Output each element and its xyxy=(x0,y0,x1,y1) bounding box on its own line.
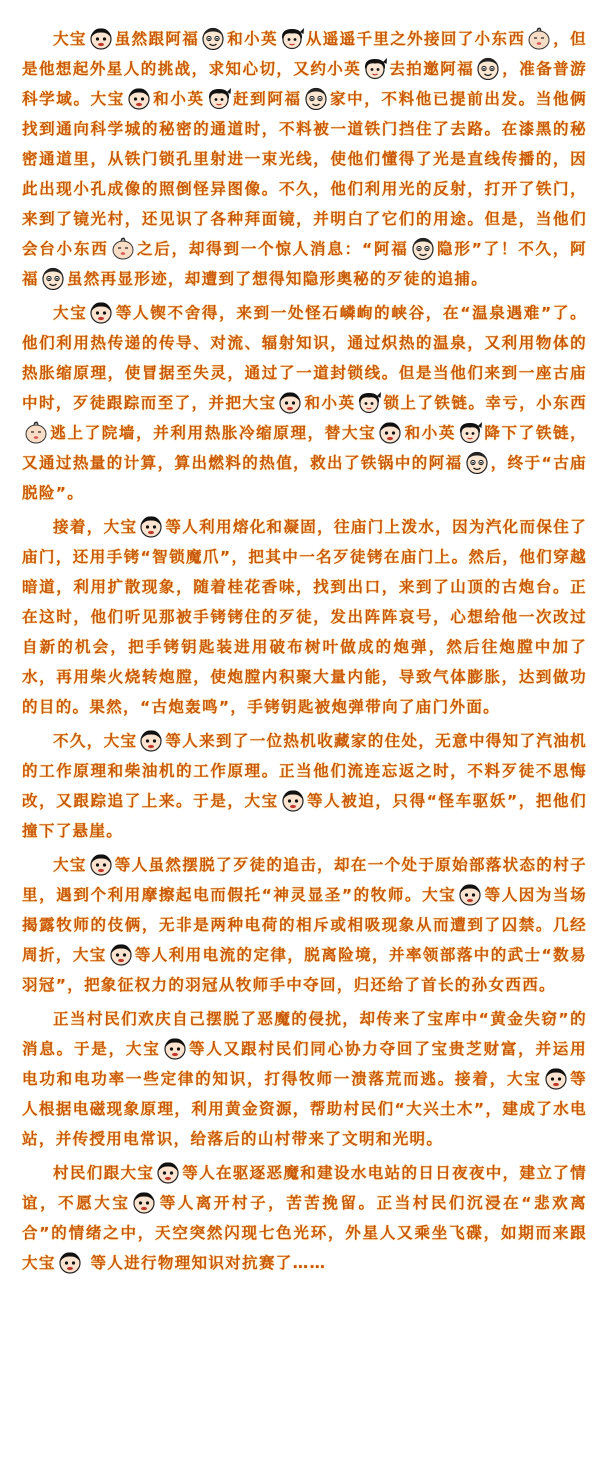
paragraph-text: 不久，大宝 xyxy=(53,732,138,750)
paragraph-text: 大宝 xyxy=(53,304,88,322)
dabao-face-icon xyxy=(281,788,305,812)
paragraph-text: 和小英 xyxy=(152,90,205,108)
paragraph-text: 赶到阿福 xyxy=(232,90,302,108)
paragraph-text: 和小英 xyxy=(304,394,356,412)
paragraph-text: 锁上了铁链。幸亏，小东西 xyxy=(383,394,587,412)
dabao-face-icon xyxy=(139,514,163,538)
paragraph-text: ，终于“古庙脱险”。 xyxy=(22,454,587,502)
dabao-face-icon xyxy=(378,420,402,444)
dabao-face-icon xyxy=(278,390,302,414)
paragraph-text: 接着，大宝 xyxy=(53,518,138,536)
story-paragraph xyxy=(22,726,587,846)
paragraph-text: 虽然再显形迹，却遭到了想得知隐形奥秘的歹徒的追捕。 xyxy=(66,270,489,288)
xiaoying-face-icon xyxy=(280,26,304,50)
dabao-face-icon xyxy=(89,852,113,876)
afu-face-icon xyxy=(476,56,500,80)
paragraph-text: 大宝 xyxy=(53,30,87,48)
xiaoying-face-icon xyxy=(458,420,482,444)
dabao-face-icon xyxy=(163,1036,187,1060)
paragraph-text: 降下了铁链，又通过热量的计算，算出燃料的热值，救出了铁锅中的阿福 xyxy=(22,424,587,472)
afu-face-icon xyxy=(304,86,328,110)
xiaoying-face-icon xyxy=(363,56,387,80)
afu-face-icon xyxy=(465,450,489,474)
paragraph-text: 等人利用熔化和凝固，往庙门上泼水，因为汽化而保住了庙门，还用手铐“智锁魔爪”，把其中一名歹徒铐在庙门上。然后，他们穿越暗道，利用扩散现象，随着桂花香味，找到出口，来到了山顶的古炮台。正在这时，他们听见那被手铐铐住的歹徒，发出阵阵哀号，心想给他一次改过自新的机会，把手铐钥匙装进用破布树叶做成的炮弹，然后往炮膛中加了水，再用柴火烧转炮膛，使炮膛内积聚大量内能，导致气体膨胀，达到做功的目的。果然，“古炮轰鸣”，手铐钥匙被炮弹带向了庙门外面。 xyxy=(22,518,587,716)
paragraph-text: 等人被迫，只得“怪车驱妖”，把他们撞下了悬崖。 xyxy=(22,792,587,840)
xiaodongxi-face-icon xyxy=(527,26,551,50)
paragraph-text: 大宝 xyxy=(53,856,87,874)
story-paragraph xyxy=(22,24,587,294)
paragraph-text: 从遥遥千里之外接回了小东西 xyxy=(305,30,526,48)
story-paragraph xyxy=(22,850,587,1000)
paragraph-text: 之后，却得到一个惊人消息：“阿福 xyxy=(136,240,409,258)
dabao-face-icon xyxy=(132,1190,156,1214)
xiaodongxi-face-icon xyxy=(24,420,48,444)
paragraph-text: 等人离开村子，苦苦挽留。正当村民们沉浸在“悲欢离合”的情绪之中，天空突然闪现七色光环，外星人又乘坐飞碟，如期而来跟大宝 xyxy=(22,1194,587,1272)
story-paragraph xyxy=(22,1004,587,1154)
paragraph-text: 和小英 xyxy=(404,424,457,442)
paragraph-text: 家中，不料他已提前出发。当他俩找到通向科学城的秘密的通道时，不料被一道铁门挡住了去路。在漆黑的秘密通道里，从铁门锁孔里射进一束光线，使他们懂得了光是直线传播的，因此出现小孔成像的照倒怪异图像。不久，他们利用光的反射，打开了铁门，来到了镜光村，还见识了各种拜面镜，并明白了它们的用途。但是，当他们会台小东西 xyxy=(22,90,587,258)
dabao-face-icon xyxy=(139,728,163,752)
dabao-face-icon xyxy=(544,1066,568,1090)
dabao-face-icon xyxy=(156,1160,180,1184)
paragraph-text: 等人在驱逐恶魔和建设水电站的日日夜夜中，建立了情谊，不愿大宝 xyxy=(22,1164,587,1212)
paragraph-text: 和小英 xyxy=(227,30,278,48)
dabao-face-icon xyxy=(109,942,133,966)
paragraph-text: 等人利用电流的定律，脱离险境，并率领部落中的武士“数易羽冠”，把象征权力的羽冠从牧师手中夺回，归还给了首长的孙女西西。 xyxy=(22,946,587,994)
afu-face-icon xyxy=(411,236,435,260)
paragraph-text: 等人虽然摆脱了歹徒的追击，却在一个处于原始部落状态的村子里，遇到个利用摩擦起电而假托“神灵显圣”的牧师。大宝 xyxy=(22,856,587,904)
paragraph-text: ，准备普游科学域。大宝 xyxy=(22,60,587,108)
paragraph-text: 等人来到了一位热机收藏家的住处，无意中得知了汽油机的工作原理和柴油机的工作原理。正当他们流连忘返之时，不料歹徒不思悔改，又跟踪追了上来。于是，大宝 xyxy=(22,732,587,810)
paragraph-text: 隐形”了！不久，阿福 xyxy=(22,240,587,288)
paragraph-text: 等人根据电磁现象原理，利用黄金资源，帮助村民们“大兴土木”，建成了水电站，并传授用电常识，给落后的山村带来了文明和光明。 xyxy=(22,1070,587,1148)
paragraph-text: 去拍邀阿福 xyxy=(389,60,475,78)
paragraph-text: 虽然跟阿福 xyxy=(114,30,200,48)
paragraph-text: 逃上了院墙，并利用热胀冷缩原理，替大宝 xyxy=(50,424,377,442)
dabao-face-icon xyxy=(127,86,151,110)
paragraph-text: 正当村民们欢庆自己摆脱了恶魔的侵扰，却传来了宝库中“黄金失窃”的消息。于是，大宝 xyxy=(22,1010,587,1058)
dabao-face-icon xyxy=(89,26,113,50)
paragraph-text: ，但是他想起外星人的挑战，求知心切，又约小英 xyxy=(22,30,587,78)
xiaoying-face-icon xyxy=(357,390,381,414)
dabao-face-icon xyxy=(58,1250,82,1274)
paragraph-text: 等人又跟村民们同心协力夺回了宝贵芝财富，并运用电功和电功率一些定律的知识，打得牧师一溃落荒而逃。接着，大宝 xyxy=(22,1040,587,1088)
xiaoying-face-icon xyxy=(207,86,231,110)
paragraph-text: 等人进行物理知识对抗赛了…… xyxy=(83,1254,327,1272)
paragraph-text: 村民们跟大宝 xyxy=(53,1164,155,1182)
paragraph-text: 等人锲不舍得，来到一处怪石嶙峋的峡谷，在“温泉遇难”了。他们利用热传递的传导、对流、辐射知识，通过炽热的温泉，又利用物体的热胀缩原理，使冒据至失灵，通过了一道封锁线。但是当他们来到一座古庙中时，歹徒跟踪而至了，并把大宝 xyxy=(22,304,587,412)
story-paragraph xyxy=(22,1158,587,1278)
afu-face-icon xyxy=(201,26,225,50)
dabao-face-icon xyxy=(89,300,113,324)
story-paragraph xyxy=(22,298,587,508)
xiaodongxi-face-icon xyxy=(111,236,135,260)
dabao-face-icon xyxy=(458,882,482,906)
story-paragraph xyxy=(22,512,587,722)
paragraph-text: 等人因为当场揭露牧师的伎俩，无非是两种电荷的相斥或相吸现象从而遭到了囚禁。几经周折，大宝 xyxy=(22,886,587,964)
afu-face-icon xyxy=(41,266,65,290)
